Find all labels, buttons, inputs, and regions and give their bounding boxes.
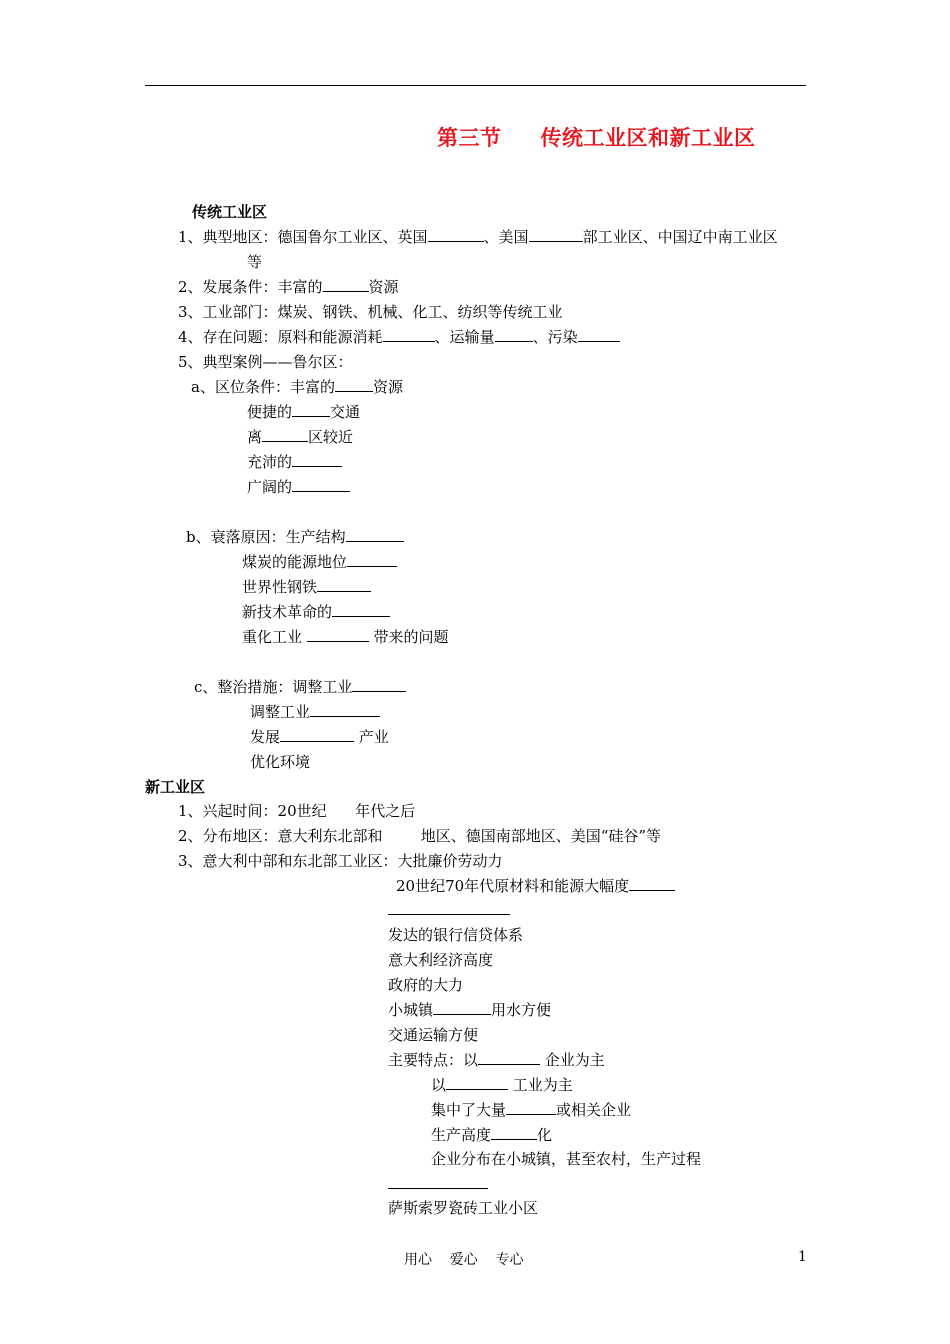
text: 资源 xyxy=(372,378,403,396)
text: 集中了大量 xyxy=(431,1101,507,1119)
fill-blank-line xyxy=(388,914,510,915)
text: 1、典型地区：德国鲁尔工业区、英国 xyxy=(178,228,428,246)
fill-blank xyxy=(280,727,354,742)
location-transport xyxy=(247,402,360,422)
text: 或相关企业 xyxy=(556,1101,632,1119)
new-features-distribution: 企业分布在小城镇，甚至农村，生产过程 xyxy=(431,1150,702,1168)
section-heading-new: 新工业区 xyxy=(145,778,206,796)
location-distance xyxy=(247,427,353,447)
item-problems xyxy=(178,327,620,347)
fill-blank xyxy=(307,627,369,642)
fill-blank xyxy=(317,577,371,592)
text: 生产高度 xyxy=(431,1126,492,1144)
text: b、衰落原因：生产结构 xyxy=(186,528,346,546)
fill-blank xyxy=(310,702,380,717)
new-italy-area: 3、意大利中部和东北部工业区：大批廉价劳动力 xyxy=(178,852,503,870)
decline-technology xyxy=(242,602,390,622)
decline-reasons xyxy=(186,527,404,547)
location-conditions xyxy=(191,377,403,397)
text: 、运输量 xyxy=(434,328,495,346)
page-title: 第三节 传统工业区和新工业区 xyxy=(437,125,756,150)
text: 小城镇 xyxy=(388,1001,434,1019)
measures-adjust xyxy=(250,702,380,722)
text: 煤炭的能源地位 xyxy=(242,553,348,571)
text: 重化工业 xyxy=(242,628,307,646)
fill-blank xyxy=(629,876,675,891)
text: 4、存在问题：原料和能源消耗 xyxy=(178,328,383,346)
text: 工业为主 xyxy=(508,1076,573,1094)
decline-coal xyxy=(242,552,397,572)
item-case-study: 5、典型案例——鲁尔区： xyxy=(178,353,353,371)
item-typical-regions xyxy=(178,227,778,247)
fill-blank xyxy=(383,327,435,342)
text: 带来的问题 xyxy=(368,628,449,646)
text: 主要特点：以 xyxy=(388,1051,479,1069)
new-features-concentration xyxy=(431,1100,631,1120)
new-distribution: 2、分布地区：意大利东北部和 地区、德国南部地区、美国“硅谷”等 xyxy=(178,827,662,845)
decline-heavy-industry xyxy=(242,627,449,647)
new-rise-time: 1、兴起时间：20世纪 年代之后 xyxy=(178,802,416,820)
fill-blank xyxy=(491,1125,537,1140)
text: c、整治措施：调整工业 xyxy=(194,678,353,696)
new-case-sassuolo: 萨斯索罗瓷砖工业小区 xyxy=(388,1199,539,1217)
fill-blank xyxy=(292,452,342,467)
measures xyxy=(194,677,406,697)
fill-blank xyxy=(332,602,390,617)
header-rule xyxy=(145,85,806,86)
text: 以 xyxy=(431,1076,447,1094)
new-transport: 交通运输方便 xyxy=(388,1026,479,1044)
fill-blank xyxy=(495,327,533,342)
text: 新技术革命的 xyxy=(242,603,333,621)
new-government: 政府的大力 xyxy=(388,976,464,994)
item-sectors: 3、工业部门：煤炭、钢铁、机械、化工、纺织等传统工业 xyxy=(178,303,563,321)
fill-blank xyxy=(292,477,350,492)
fill-blank xyxy=(262,427,308,442)
new-towns xyxy=(388,1000,551,1020)
text: a、区位条件：丰富的 xyxy=(191,378,335,396)
new-features xyxy=(388,1050,605,1070)
text: 20世纪70年代原材料和能源大幅度 xyxy=(396,877,630,895)
new-features-industry xyxy=(431,1075,573,1095)
item-typical-regions-cont: 等 xyxy=(247,253,263,271)
text: 、美国 xyxy=(483,228,529,246)
text: 世界性钢铁 xyxy=(242,578,318,596)
fill-blank-line xyxy=(388,1188,488,1189)
new-features-production xyxy=(431,1125,552,1145)
text: 广阔的 xyxy=(247,478,293,496)
fill-blank xyxy=(335,377,373,392)
new-bank-credit: 发达的银行信贷体系 xyxy=(388,926,524,944)
fill-blank xyxy=(446,1075,508,1090)
text: 、污染 xyxy=(532,328,578,346)
text: 资源 xyxy=(368,278,399,296)
text: 发展 xyxy=(250,728,281,746)
section-heading-traditional: 传统工业区 xyxy=(192,203,268,221)
fill-blank xyxy=(347,552,397,567)
text: 便捷的 xyxy=(247,403,293,421)
page-number: 1 xyxy=(798,1249,807,1265)
fill-blank xyxy=(323,277,369,292)
fill-blank xyxy=(292,402,330,417)
text: 充沛的 xyxy=(247,453,293,471)
text: 区较近 xyxy=(308,428,354,446)
footer-motto: 用心 爱心 专心 xyxy=(404,1252,524,1268)
location-water xyxy=(247,452,342,472)
fill-blank xyxy=(352,677,406,692)
text: 2、发展条件：丰富的 xyxy=(178,278,323,296)
new-energy xyxy=(396,876,675,896)
text: 产业 xyxy=(354,728,389,746)
decline-steel xyxy=(242,577,371,597)
location-market xyxy=(247,477,350,497)
fill-blank xyxy=(506,1100,556,1115)
fill-blank xyxy=(346,527,404,542)
text: 化 xyxy=(537,1126,553,1144)
fill-blank xyxy=(433,1000,491,1015)
new-economy: 意大利经济高度 xyxy=(388,951,494,969)
fill-blank xyxy=(428,227,484,242)
text: 企业为主 xyxy=(540,1051,605,1069)
text: 交通 xyxy=(330,403,361,421)
text: 调整工业 xyxy=(250,703,311,721)
fill-blank xyxy=(529,227,583,242)
fill-blank xyxy=(578,327,620,342)
measures-environment: 优化环境 xyxy=(250,753,311,771)
text: 离 xyxy=(247,428,263,446)
fill-blank xyxy=(478,1050,540,1065)
text: 部工业区、中国辽中南工业区 xyxy=(582,228,778,246)
measures-develop xyxy=(250,727,389,747)
text: 用水方便 xyxy=(491,1001,552,1019)
item-conditions xyxy=(178,277,399,297)
